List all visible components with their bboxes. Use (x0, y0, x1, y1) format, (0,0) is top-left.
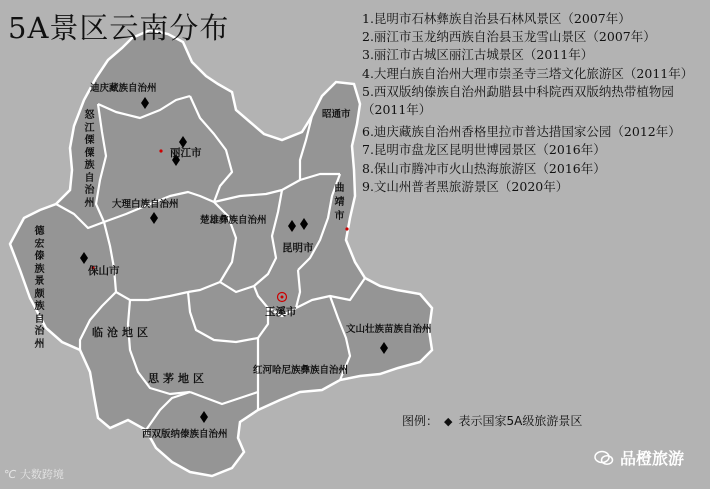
map-legend (402, 412, 582, 429)
watermark-left: ℃ 大数跨境 (4, 468, 64, 481)
region-label-dehong: 德宏傣族景颇族自治州 (34, 226, 45, 350)
region-label-zhaotong: 昭通市 (322, 109, 351, 120)
city-label-baoshan: 保山市 (88, 265, 120, 277)
list-item: 1.昆明市石林彝族自治县石林风景区（2007年） (362, 11, 631, 26)
region-label-simao: 思茅地区 (148, 372, 208, 385)
region-label-honghe: 红河哈尼族彝族自治州 (253, 365, 349, 376)
page-title: 5A景区云南分布 (8, 11, 230, 45)
city-label-yuxi: 玉溪市 (265, 306, 297, 318)
region-label-nujiang: 怒江傈僳族自治州 (84, 110, 95, 209)
list-item: 5.西双版纳傣族自治州勐腊县中科院西双版纳热带植物园（2011年） (362, 83, 674, 118)
list-item: 6.迪庆藏族自治州香格里拉市普达措国家公园（2012年） (362, 124, 681, 140)
list-item: 2.丽江市玉龙纳西族自治县玉龙雪山景区（2007年） (362, 29, 656, 45)
logo-icon: ℃ (4, 468, 20, 481)
list-item: 4.大理白族自治州大理市崇圣寺三塔文化旅游区（2011年） (362, 65, 694, 81)
watermark-right: 品橙旅游 (594, 446, 684, 469)
region-label-dali: 大理白族自治州 (112, 199, 179, 210)
legend-prefix: 图例： (402, 414, 439, 428)
wechat-icon (594, 450, 614, 466)
region-label-diqing: 迪庆藏族自治州 (90, 83, 157, 94)
list-item: 7.昆明市盘龙区昆明世博园景区（2016年） (362, 142, 606, 158)
region-label-xishuangbanna: 西双版纳傣族自治州 (142, 429, 228, 440)
list-item: 3.丽江市古城区丽江古城景区（2011年） (362, 47, 594, 63)
legend-text: 表示国家5A级旅游景区 (458, 414, 583, 428)
city-label-lijiang: 丽江市 (170, 147, 202, 159)
region-label-wenshan: 文山壮族苗族自治州 (346, 324, 432, 335)
region-label-chuxiong: 楚雄彝族自治州 (200, 215, 267, 226)
region-label-qujing: 曲靖市 (334, 183, 345, 222)
diamond-icon: ◆ (444, 415, 453, 428)
list-item: 8.保山市腾冲市火山热海旅游区（2016年） (362, 160, 606, 176)
list-item: 9.文山州普者黑旅游景区（2020年） (362, 178, 569, 194)
region-label-lincang: 临沧地区 (92, 326, 152, 339)
city-label-kunming: 昆明市 (282, 242, 314, 254)
scenic-area-list (362, 10, 707, 196)
